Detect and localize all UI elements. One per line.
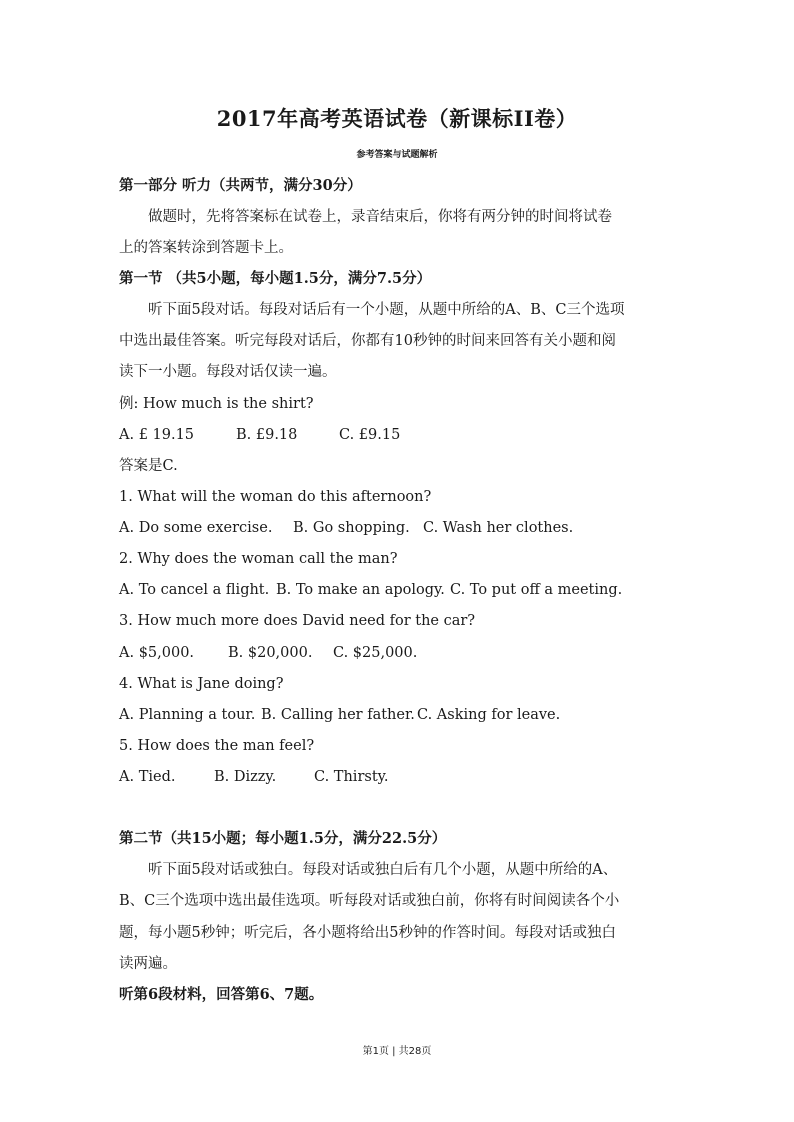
question-4: 4. What is Jane doing? <box>119 676 284 692</box>
question-5: 5. How does the man feel? <box>119 738 315 754</box>
question-3-option-c: C. $25,000. <box>333 645 418 661</box>
section2-intro-line-4: 读两遍。 <box>119 956 177 972</box>
example-question: 例: How much is the shirt? <box>119 396 314 412</box>
question-5-option-c: C. Thirsty. <box>314 769 389 785</box>
question-1-option-c: C. Wash her clothes. <box>423 520 574 536</box>
section2-intro-line-1: 听下面5段对话或独白。每段对话或独白后有几个小题，从题中所给的A、 <box>148 862 618 878</box>
section2-intro-line-3: 题，每小题5秒钟；听完后，各小题将给出5秒钟的作答时间。每段对话或独白 <box>119 925 616 941</box>
section2-intro-line-2: B、C三个选项中选出最佳选项。听每段对话或独白前，你将有时间阅读各个小 <box>119 893 620 909</box>
page-number-footer: 第1页 | 共28页 <box>362 1046 432 1057</box>
example-option-b: B. £9.18 <box>236 427 298 443</box>
question-4-option-a: A. Planning a tour. <box>119 707 256 723</box>
question-2: 2. Why does the woman call the man? <box>119 551 398 567</box>
section1-intro-line-1: 听下面5段对话。每段对话后有一个小题，从题中所给的A、B、C三个选项 <box>148 302 625 318</box>
example-answer: 答案是C. <box>119 458 178 474</box>
example-option-c: C. £9.15 <box>339 427 401 443</box>
example-option-a: A. £ 19.15 <box>119 427 195 443</box>
question-3-options <box>119 643 417 663</box>
section2-heading: 第二节（共15小题；每小题1.5分，满分22.5分） <box>119 830 447 847</box>
question-3-option-b: B. $20,000. <box>228 645 313 661</box>
question-1-option-b: B. Go shopping. <box>293 520 410 536</box>
document-subtitle: 参考答案与试题解析 <box>356 150 438 160</box>
question-1-options <box>119 518 573 538</box>
part1-heading: 第一部分 听力（共两节，满分30分） <box>119 177 362 194</box>
section1-heading: 第一节 （共5小题，每小题1.5分，满分7.5分） <box>119 270 432 287</box>
question-1-option-a: A. Do some exercise. <box>119 520 273 536</box>
question-5-option-b: B. Dizzy. <box>214 769 277 785</box>
question-1: 1. What will the woman do this afternoon? <box>119 489 432 505</box>
question-3-option-a: A. $5,000. <box>119 645 195 661</box>
question-3: 3. How much more does David need for the car? <box>119 613 476 629</box>
part1-intro-line-2: 上的答案转涂到答题卡上。 <box>119 240 293 256</box>
question-5-options <box>119 767 389 787</box>
question-2-option-c: C. To put off a meeting. <box>450 582 623 598</box>
material-6-heading: 听第6段材料，回答第6、7题。 <box>119 986 324 1003</box>
section1-intro-line-3: 读下一小题。每段对话仅读一遍。 <box>119 364 337 380</box>
question-2-option-b: B. To make an apology. <box>276 582 445 598</box>
question-4-option-b: B. Calling her father. <box>261 707 415 723</box>
question-2-options <box>119 580 622 600</box>
question-2-option-a: A. To cancel a flight. <box>119 582 270 598</box>
section1-intro-line-2: 中选出最佳答案。听完每段对话后，你都有10秒钟的时间来回答有关小题和阅 <box>119 333 616 349</box>
example-options <box>119 425 400 445</box>
question-5-option-a: A. Tied. <box>119 769 176 785</box>
document-title: 2017年高考英语试卷（新课标II卷） <box>216 106 578 131</box>
part1-intro-line-1: 做题时，先将答案标在试卷上，录音结束后，你将有两分钟的时间将试卷 <box>148 209 612 225</box>
question-4-option-c: C. Asking for leave. <box>417 707 561 723</box>
question-4-options <box>119 705 560 725</box>
